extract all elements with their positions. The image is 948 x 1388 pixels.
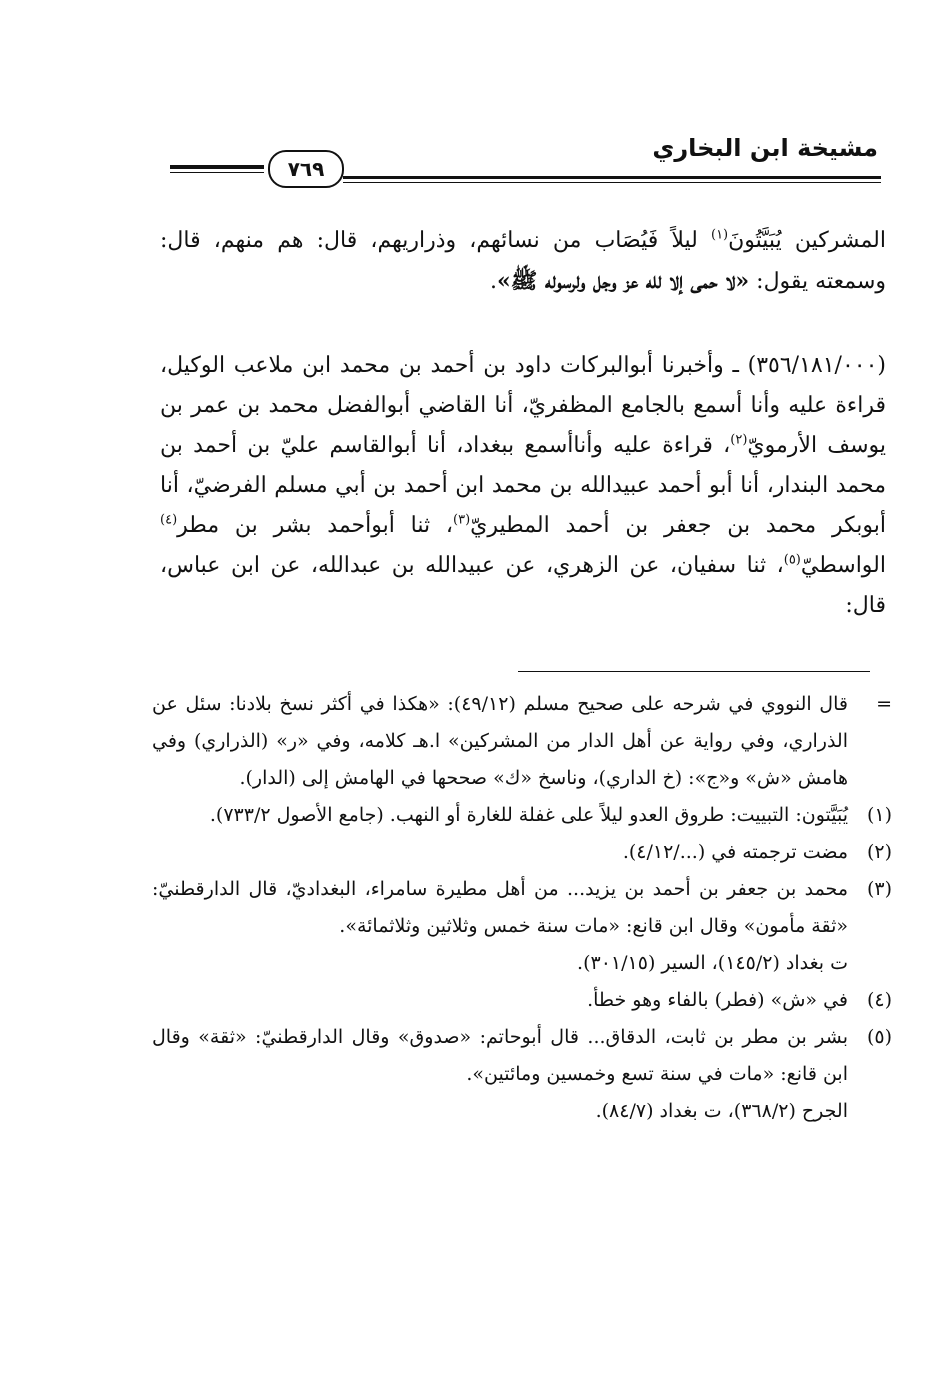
footnote-separator xyxy=(518,671,870,672)
footnote-text: يُبَيَّتون: التبييت: طروق العدو ليلاً على غفلة للغارة أو النهب. (جامع الأصول ٧٣٣/٢). xyxy=(209,804,848,826)
p1-text-b: ليلاً فَيُصَاب من نسائهم، وذراريهم، قال: هم منهم، قال: وسمعته يقول: xyxy=(160,228,886,294)
header-rule-left-thick xyxy=(170,165,264,169)
body-paragraph-2 xyxy=(160,346,886,626)
header-rule-thin xyxy=(343,182,881,183)
footnote-mark: (٥) xyxy=(866,1026,892,1048)
page-number-badge xyxy=(268,150,344,188)
body-paragraph-1 xyxy=(160,221,886,302)
footnote-ref-4[interactable]: (٤) xyxy=(160,512,178,528)
footnote-text: مضت ترجمته في (.../٤/١٢). xyxy=(622,841,848,863)
footnote-5-source: الجرح (٣٦٨/٢)، ت بغداد (٨٤/٧). xyxy=(595,1100,848,1122)
footnote-text: بشر بن مطر بن ثابت، الدقاق... قال أبوحاتم: «صدوق» وقال الدارقطنيّ: «ثقة» وقال ابن قانع: «مات في سنة تسع وخمسين ومائتين». xyxy=(152,1026,848,1085)
footnote-5 xyxy=(152,1019,892,1093)
running-header-title: مشيخة ابن البخاري xyxy=(652,134,878,162)
footnote-3-source: ت بغداد (١٤٥/٢)، السير (٣٠١/١٥). xyxy=(577,952,848,974)
footnote-4 xyxy=(152,982,892,1019)
footnote-text: في «ش» (فطر) بالفاء وهو خطأ. xyxy=(587,989,848,1011)
p2-text-d: الواسطيّ xyxy=(800,553,886,578)
p1-text-a: المشركين يُبَيَّتُونَ xyxy=(728,228,886,253)
p2-text-e: ، ثنا سفيان، عن الزهري، عن عبيدالله بن عبدالله، عن ابن عباس، قال: xyxy=(160,553,886,618)
footnote-1 xyxy=(152,797,892,834)
p1-hadith-quote: «لا حمى إلا لله عز وجل ولرسوله ﷺ» xyxy=(496,268,750,294)
footnote-ref-2[interactable]: (٢) xyxy=(730,432,748,448)
footnote-mark: = xyxy=(876,693,892,715)
footnote-ref-3[interactable]: (٣) xyxy=(453,512,471,528)
p2-text-a: (٣٥٦/١٨١/٠٠٠) ـ وأخبرنا أبوالبركات داود بن أحمد بن محمد ابن ملاعب الوكيل، قراءة عليه وأنا أسمع بالجامع المظفريّ، أنا القاضي أبوالفضل محمد بن عمر بن يوسف الأرمويّ xyxy=(160,353,887,458)
page-number: ٧٦٩ xyxy=(287,157,325,181)
p2-text-c: ، ثنا أبوأحمد بشر بن مطر xyxy=(177,513,454,538)
footnotes xyxy=(152,686,892,1130)
footnote-ref-5[interactable]: (٥) xyxy=(783,552,801,568)
footnote-mark: (٣) xyxy=(866,878,892,900)
footnote-ref-1[interactable]: (١) xyxy=(710,227,729,243)
header-rule-left-thin xyxy=(170,172,264,173)
footnote-text: محمد بن جعفر بن أحمد بن يزيد... من أهل مطيرة سامراء، البغداديّ، قال الدارقطنيّ: «ثقة مأمون» وقال ابن قانع: «مات سنة خمس وثلاثين وثلاثمائة». xyxy=(152,878,848,937)
footnote-continued xyxy=(152,686,892,797)
footnote-3 xyxy=(152,871,892,945)
p2-text-b: ، قراءة عليه وأناأسمع ببغداد، أنا أبوالقاسم عليّ بن أحمد بن محمد البندار، أنا أبو أحمد عبيدالله بن محمد ابن أحمد بن أبي مسلم الفرضيّ، أنا أبوبكر محمد بن جعفر بن أحمد المطيريّ xyxy=(160,433,886,538)
footnote-mark: (١) xyxy=(866,804,892,826)
footnote-text: قال النووي في شرحه على صحيح مسلم (٤٩/١٢): «هكذا في أكثر نسخ بلادنا: سئل عن الذراري، وفي رواية عن أهل الدار من المشركين» ا.هـ كلامه، وفي «ر» (الذراري) وفي هامش «ش» و«ج»: (خ الداري)، وناسخ «ك» صححها في الهامش إلى (الدار). xyxy=(152,693,849,789)
footnote-mark: (٢) xyxy=(866,841,892,863)
footnote-mark: (٤) xyxy=(866,989,892,1011)
p1-text-d: . xyxy=(489,269,497,294)
header-rule-thick xyxy=(343,176,881,179)
footnote-2 xyxy=(152,834,892,871)
